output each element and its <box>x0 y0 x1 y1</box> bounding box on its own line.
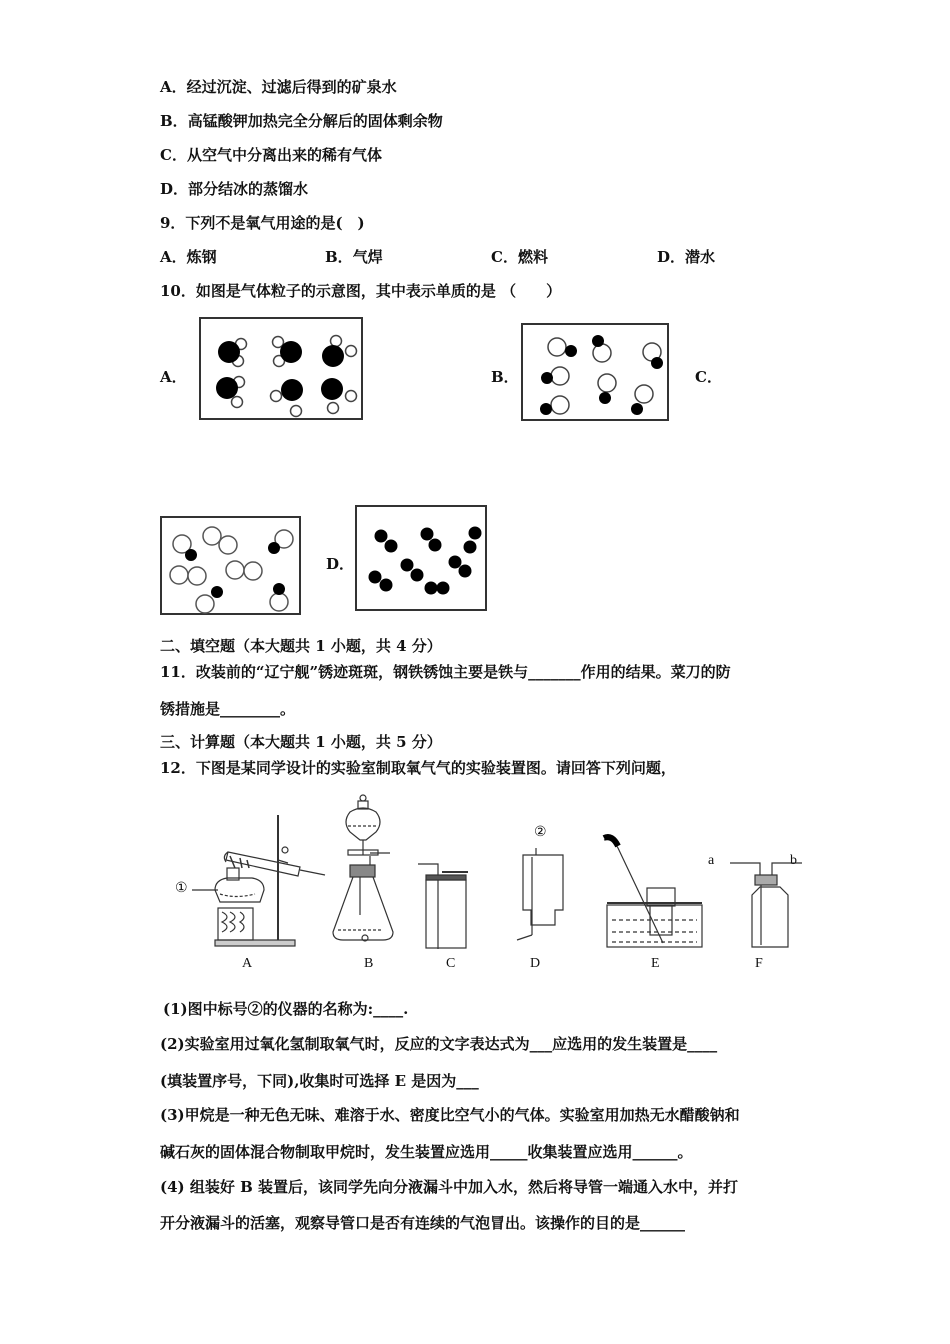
marker-2: ② <box>534 825 547 840</box>
q10-label-c: C． <box>695 368 722 386</box>
apparatus-figure <box>160 790 800 970</box>
q10-stem: 10．如图是气体粒子的示意图，其中表示单质的是 （ ） <box>160 282 562 300</box>
q12-sub2-line1: (2)实验室用过氧化氢制取氧气时，反应的文字表达式为___应选用的发生装置是____ <box>160 1035 718 1053</box>
apparatus-label-c: C <box>446 956 456 971</box>
q10-label-a: A． <box>160 368 187 386</box>
apparatus-label-a: A <box>242 956 253 971</box>
apparatus-label-d: D <box>530 956 541 971</box>
q8-option-c: C．从空气中分离出来的稀有气体 <box>160 146 382 164</box>
q12-stem: 12．下图是某同学设计的实验室制取氧气气的实验装置图。请回答下列问题， <box>160 759 676 777</box>
q12-sub2-line2: (填装置序号，下同),收集时可选择 E 是因为___ <box>160 1072 479 1090</box>
q11-line1: 11．改装前的“辽宁舰”锈迹斑斑，钢铁锈蚀主要是铁与_______作用的结果。菜刀的防 <box>160 663 731 681</box>
q8-option-a: A．经过沉淀、过滤后得到的矿泉水 <box>160 78 397 96</box>
compound-molecules-icon <box>201 319 365 422</box>
section3-heading: 三、计算题（本大题共 1 小题，共 5 分） <box>160 733 442 751</box>
q12-sub4-line2: 开分液漏斗的活塞，观察导管口是否有连续的气泡冒出。该操作的目的是______ <box>160 1214 686 1232</box>
element-molecules-icon <box>357 507 489 613</box>
diatomic-compound-molecules-icon <box>523 325 671 423</box>
apparatus-label-f: F <box>755 956 763 971</box>
port-b-label: b <box>790 853 797 868</box>
molecule-diagram-d <box>355 505 487 611</box>
q9-stem: 9．下列不是氧气用途的是( ) <box>160 214 365 232</box>
q12-sub4-line1: (4) 组装好 B 装置后，该同学先向分液漏斗中加入水，然后将导管一端通入水中，并打 <box>160 1178 738 1196</box>
port-a-label: a <box>708 853 715 868</box>
q12-sub3-line1: (3)甲烷是一种无色无味、难溶于水、密度比空气小的气体。实验室用加热无水醋酸钠和 <box>160 1106 740 1124</box>
section2-heading: 二、填空题（本大题共 1 小题，共 4 分） <box>160 637 442 655</box>
q9-option-c: C．燃料 <box>491 248 548 266</box>
apparatus-label-b: B <box>364 956 374 971</box>
q8-option-b: B．高锰酸钾加热完全分解后的固体剩余物 <box>160 112 443 130</box>
q9-option-a: A．炼钢 <box>160 248 217 266</box>
q12-sub1: (1)图中标号②的仪器的名称为:____. <box>163 1000 409 1018</box>
q9-option-b: B．气焊 <box>325 248 383 266</box>
q10-label-b: B． <box>491 368 519 386</box>
marker-1: ① <box>175 881 188 896</box>
q8-option-d: D．部分结冰的蒸馏水 <box>160 180 309 198</box>
molecule-diagram-a <box>199 317 363 420</box>
molecule-diagram-c <box>160 516 301 615</box>
molecule-diagram-b <box>521 323 669 421</box>
mixture-molecules-icon <box>162 518 303 617</box>
q11-line2: 锈措施是________。 <box>160 700 296 718</box>
q10-label-d: D． <box>326 555 355 573</box>
q12-sub3-line2: 碱石灰的固体混合物制取甲烷时，发生装置应选用_____收集装置应选用______。 <box>160 1143 693 1161</box>
q9-option-d: D．潜水 <box>657 248 716 266</box>
apparatus-label-e: E <box>651 956 660 971</box>
